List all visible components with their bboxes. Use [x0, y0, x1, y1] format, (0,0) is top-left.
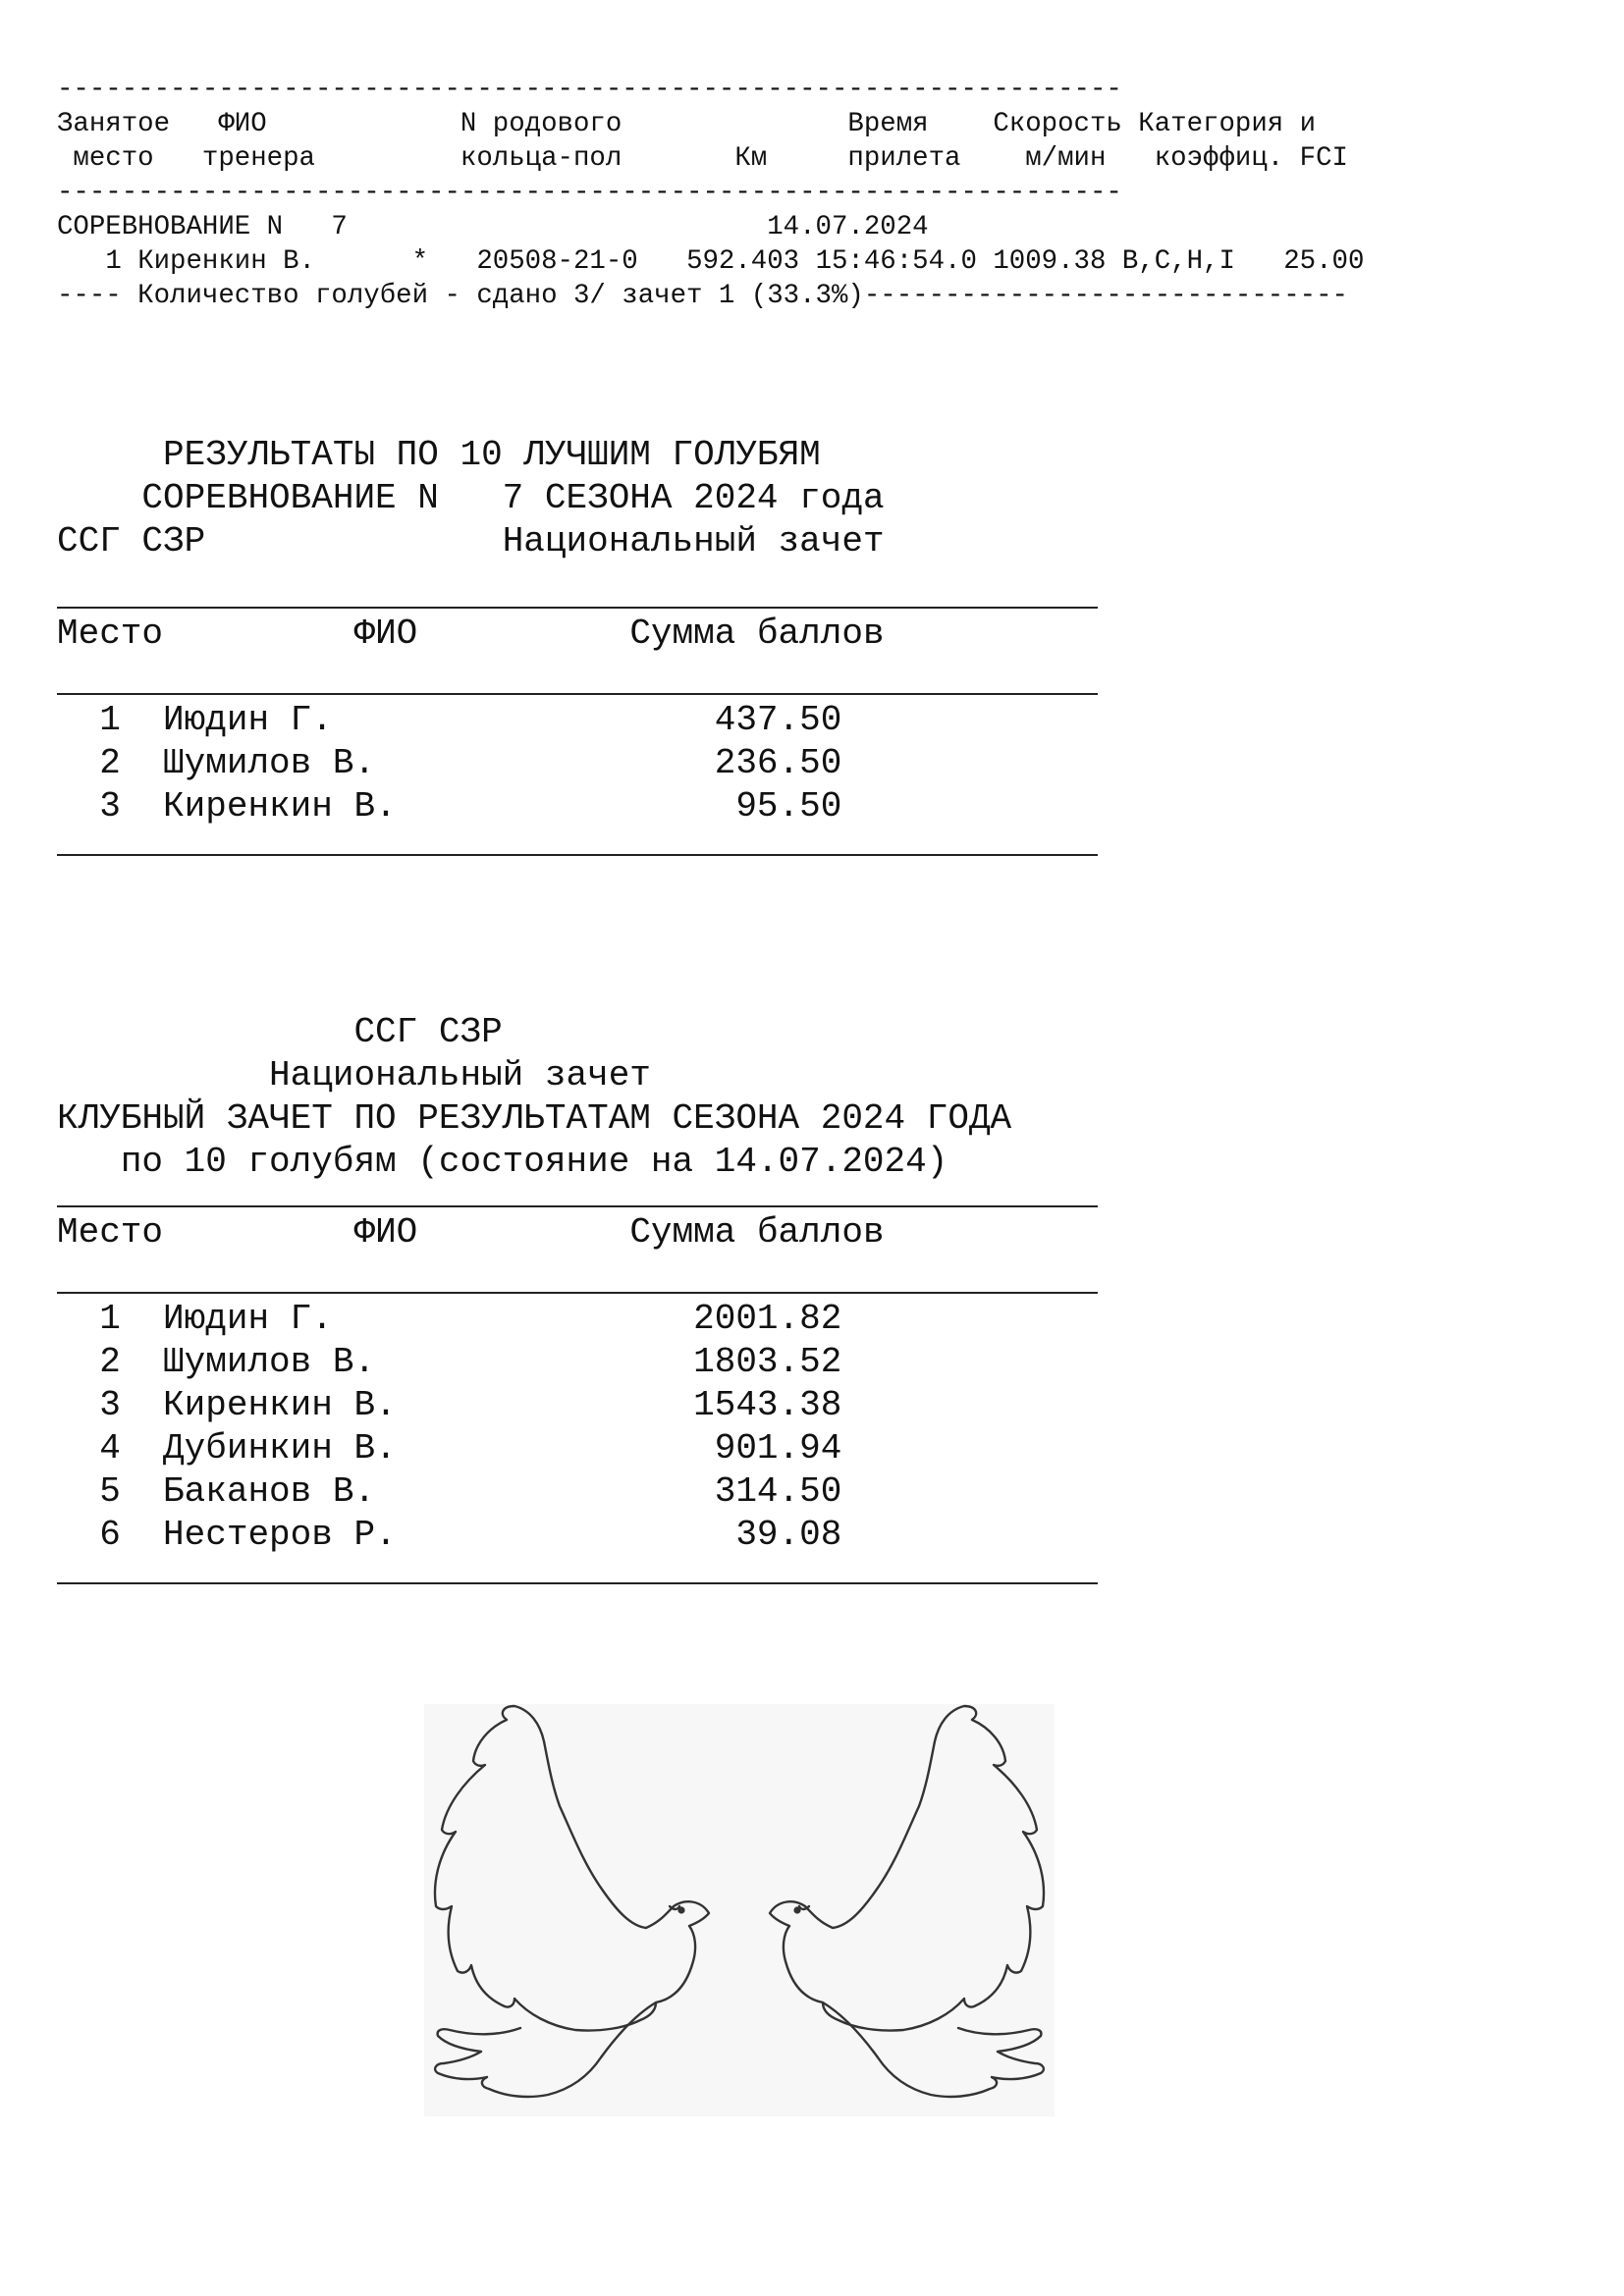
club-row-place: 2 — [57, 1342, 164, 1382]
top10-col-score: Сумма баллов — [629, 614, 885, 654]
club-row-place: 6 — [57, 1515, 164, 1555]
club-row-place: 4 — [57, 1428, 164, 1468]
separator-top: ------------------------------------------------------------------ — [57, 75, 1122, 105]
club-row-name: Шумилов В. — [163, 1342, 630, 1382]
club-rule-3 — [57, 1582, 1098, 1584]
club-title-3: КЛУБНЫЙ ЗАЧЕТ ПО РЕЗУЛЬТАТАМ СЕЗОНА 2024 ГОДА — [57, 1098, 1012, 1139]
separator-bottom: ------------------------------------------------------------------ — [57, 178, 1122, 208]
column-header-line-1: Занятое ФИО N родового Время Скорость Категория и — [57, 109, 1317, 139]
club-row-place: 1 — [57, 1299, 164, 1339]
club-row-name: Июдин Г. — [163, 1299, 630, 1339]
top10-rule-2 — [57, 693, 1098, 695]
race-protocol — [57, 73, 1364, 313]
top10-row-place: 3 — [57, 786, 164, 827]
club-rule-2 — [57, 1292, 1098, 1294]
club-row-place: 3 — [57, 1385, 164, 1425]
club-title-2-text: Национальный зачет — [269, 1055, 651, 1095]
club-row-score: 314.50 — [629, 1471, 842, 1512]
top10-title-2-text: СОРЕВНОВАНИЕ N 7 СЕЗОНА 2024 года — [141, 478, 885, 518]
top10-row-name: Шумилов В. — [163, 743, 630, 783]
top10-row-score: 437.50 — [629, 700, 842, 740]
result-coef: 25.00 — [1283, 246, 1365, 277]
top10-results — [57, 434, 1098, 856]
top10-org: ССГ СЗР — [57, 521, 206, 561]
top10-col-name: ФИО — [353, 614, 418, 654]
top10-header-row — [57, 613, 1098, 656]
club-row-place: 5 — [57, 1471, 164, 1512]
club-row-score: 2001.82 — [629, 1299, 842, 1339]
top10-row-name: Июдин Г. — [163, 700, 630, 740]
doves-illustration — [424, 1704, 1055, 2116]
column-header-line-2: место тренера кольца-пол Км прилета м/мин коэффиц. FCI — [57, 143, 1348, 174]
club-title-1 — [57, 1011, 1098, 1054]
top10-row-name: Киренкин В. — [163, 786, 630, 827]
summary-line: ---- Количество голубей - сдано 3/ зачет 1 (33.3%)------------------------------ — [57, 281, 1348, 311]
club-header-row — [57, 1211, 1098, 1255]
result-place: 1 — [105, 246, 122, 277]
club-table-row — [57, 1384, 1098, 1427]
club-table-row — [57, 1341, 1098, 1384]
club-row-score: 901.94 — [629, 1428, 842, 1468]
club-title-2 — [57, 1054, 1098, 1097]
club-row-score: 1803.52 — [629, 1342, 842, 1382]
top10-col-place: Место — [57, 614, 164, 654]
club-title-1-text: ССГ СЗР — [353, 1012, 503, 1052]
top10-title-1 — [57, 434, 1098, 477]
result-time: 15:46:54.0 — [815, 246, 977, 277]
club-col-score: Сумма баллов — [629, 1212, 885, 1253]
club-row-name: Киренкин В. — [163, 1385, 630, 1425]
top10-row-score: 236.50 — [629, 743, 842, 783]
club-row-score: 39.08 — [629, 1515, 842, 1555]
result-mark: * — [411, 246, 429, 277]
result-speed: 1009.38 — [993, 246, 1107, 277]
top10-rows — [57, 699, 1098, 828]
top10-title-1-text: РЕЗУЛЬТАТЫ ПО 10 ЛУЧШИМ ГОЛУБЯМ — [163, 435, 821, 475]
club-row-score: 1543.38 — [629, 1385, 842, 1425]
club-title-4 — [57, 1141, 1098, 1184]
club-row-name: Нестеров Р. — [163, 1515, 630, 1555]
top10-row-place: 2 — [57, 743, 164, 783]
competition-title-line: СОРЕВНОВАНИЕ N 7 14.07.2024 — [57, 212, 929, 242]
top10-table-row — [57, 699, 1098, 742]
top10-table-row — [57, 742, 1098, 785]
club-table-row — [57, 1427, 1098, 1470]
top10-org-line — [57, 520, 1098, 563]
club-results — [57, 1011, 1098, 1584]
club-title-4-text: по 10 голубям (состояние на 14.07.2024) — [120, 1142, 948, 1182]
club-rule-1 — [57, 1205, 1098, 1207]
result-row — [57, 244, 1364, 279]
club-row-name: Дубинкин В. — [163, 1428, 630, 1468]
club-col-name: ФИО — [353, 1212, 418, 1253]
result-km: 592.403 — [686, 246, 800, 277]
club-row-name: Баканов В. — [163, 1471, 630, 1512]
doves-icon — [424, 1704, 1055, 2116]
top10-category: Национальный зачет — [502, 521, 885, 561]
club-table-row — [57, 1470, 1098, 1514]
top10-row-place: 1 — [57, 700, 164, 740]
club-table-row — [57, 1298, 1098, 1341]
top10-rule-1 — [57, 607, 1098, 609]
result-name: Киренкин В. — [137, 246, 315, 277]
top10-row-score: 95.50 — [629, 786, 842, 827]
club-table-row — [57, 1514, 1098, 1557]
top10-rule-3 — [57, 854, 1098, 856]
result-category: B,C,H,I — [1121, 246, 1235, 277]
top10-table-row — [57, 785, 1098, 828]
club-rows — [57, 1298, 1098, 1557]
result-ring: 20508-21-0 — [476, 246, 638, 277]
top10-title-2 — [57, 477, 1098, 520]
club-col-place: Место — [57, 1212, 164, 1253]
